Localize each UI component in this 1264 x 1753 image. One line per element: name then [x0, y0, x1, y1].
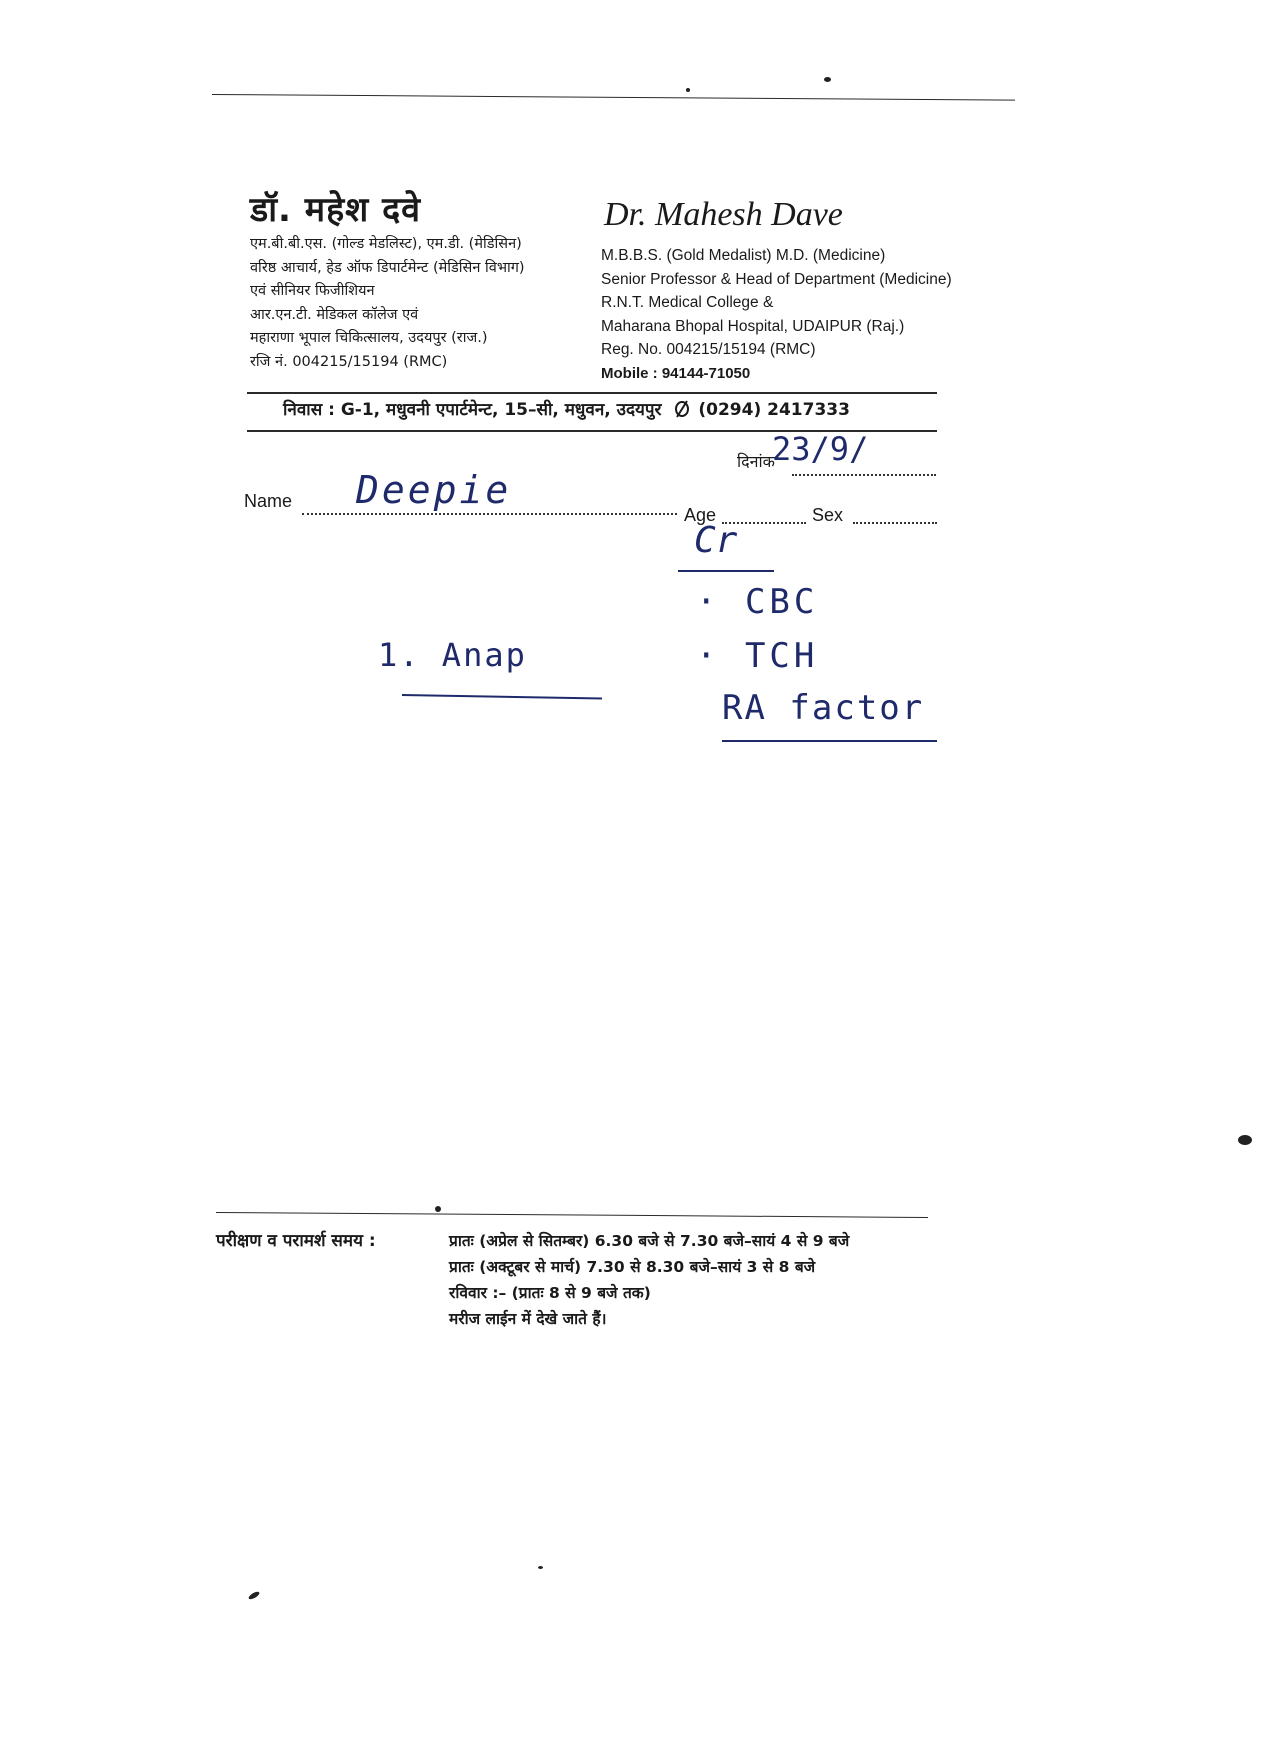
scan-speck [435, 1206, 441, 1212]
timing-line: मरीज लाईन में देखे जाते हैं। [449, 1310, 607, 1328]
doctor-name-english: Dr. Mahesh Dave [604, 196, 843, 233]
age-label: Age [684, 505, 717, 525]
residence-phone: (0294) 2417333 [698, 400, 850, 420]
test-item-handwritten: RA factor [722, 688, 925, 728]
sex-label: Sex [812, 505, 844, 525]
scan-speck [1238, 1135, 1252, 1145]
hindi-credential-line: एम.बी.बी.एस. (गोल्ड मेडलिस्ट), एम.डी. (मेडिसिन) [250, 236, 522, 252]
phone-icon [674, 400, 690, 423]
hindi-credentials [250, 233, 525, 374]
consultation-timings [449, 1228, 849, 1332]
timing-line: प्रातः (अक्टूबर से मार्च) 7.30 से 8.30 बजे–सायं 3 से 8 बजे [449, 1258, 816, 1276]
doctor-name-hindi: डॉ. महेश दवे [250, 190, 422, 230]
scan-speck [248, 1590, 261, 1600]
test-item-handwritten: · TCH [696, 636, 819, 676]
diagnosis-underline [402, 694, 602, 699]
timing-line: प्रातः (अप्रेल से सितम्बर) 6.30 बजे से 7.30 बजे–सायं 4 से 9 बजे [449, 1232, 850, 1250]
name-dotted-line [302, 513, 677, 515]
english-registration-line: Reg. No. 004215/15194 (RMC) [601, 341, 816, 358]
residence-address: निवास : G-1, मधुवनी एपार्टमेन्ट, 15–सी, मधुवन, उदयपुर [283, 400, 662, 420]
english-credentials [601, 244, 952, 385]
scan-speck [538, 1566, 543, 1569]
top-border-line [212, 94, 1015, 101]
address-top-line [247, 392, 937, 394]
rx-handwritten: Cr [694, 520, 738, 561]
date-handwritten: 23/9/ [772, 430, 869, 468]
timing-line: रविवार :– (प्रातः 8 से 9 बजे तक) [449, 1284, 651, 1302]
test-item-handwritten: · CBC [696, 582, 819, 622]
hindi-credential-line: महाराणा भूपाल चिकित्सालय, उदयपुर (राज.) [250, 330, 488, 346]
scan-speck [686, 88, 690, 92]
hindi-credential-line: आर.एन.टी. मेडिकल कॉलेज एवं [250, 306, 419, 323]
rx-underline [678, 570, 774, 572]
english-credential-line: R.N.T. Medical College & [601, 294, 774, 311]
hindi-credential-line: वरिष्ठ आचार्य, हेड ऑफ डिपार्टमेन्ट (मेडिसिन विभाग) [250, 259, 525, 276]
english-credential-line: Senior Professor & Head of Department (Medicine) [601, 270, 952, 288]
mobile-number: Mobile : 94144-71050 [601, 364, 751, 382]
patient-name-handwritten: Deepie [356, 468, 512, 512]
scan-speck [824, 77, 831, 82]
hindi-credential-line: एवं सीनियर फिजीशियन [250, 283, 375, 299]
consultation-timing-label: परीक्षण व परामर्श समय : [216, 1231, 376, 1251]
hindi-registration-line: रजि नं. 004215/15194 (RMC) [250, 353, 448, 370]
name-label: Name [244, 491, 293, 511]
date-dotted-line [792, 474, 936, 476]
english-credential-line: M.B.B.S. (Gold Medalist) M.D. (Medicine) [601, 247, 886, 264]
address-line [283, 397, 850, 423]
sex-dotted-line [853, 522, 937, 524]
date-label: दिनांक [737, 452, 775, 471]
footer-top-line [216, 1212, 928, 1218]
english-credential-line: Maharana Bhopal Hospital, UDAIPUR (Raj.) [601, 317, 905, 335]
diagnosis-handwritten: 1. Anap [378, 636, 527, 674]
tests-underline [722, 740, 937, 742]
